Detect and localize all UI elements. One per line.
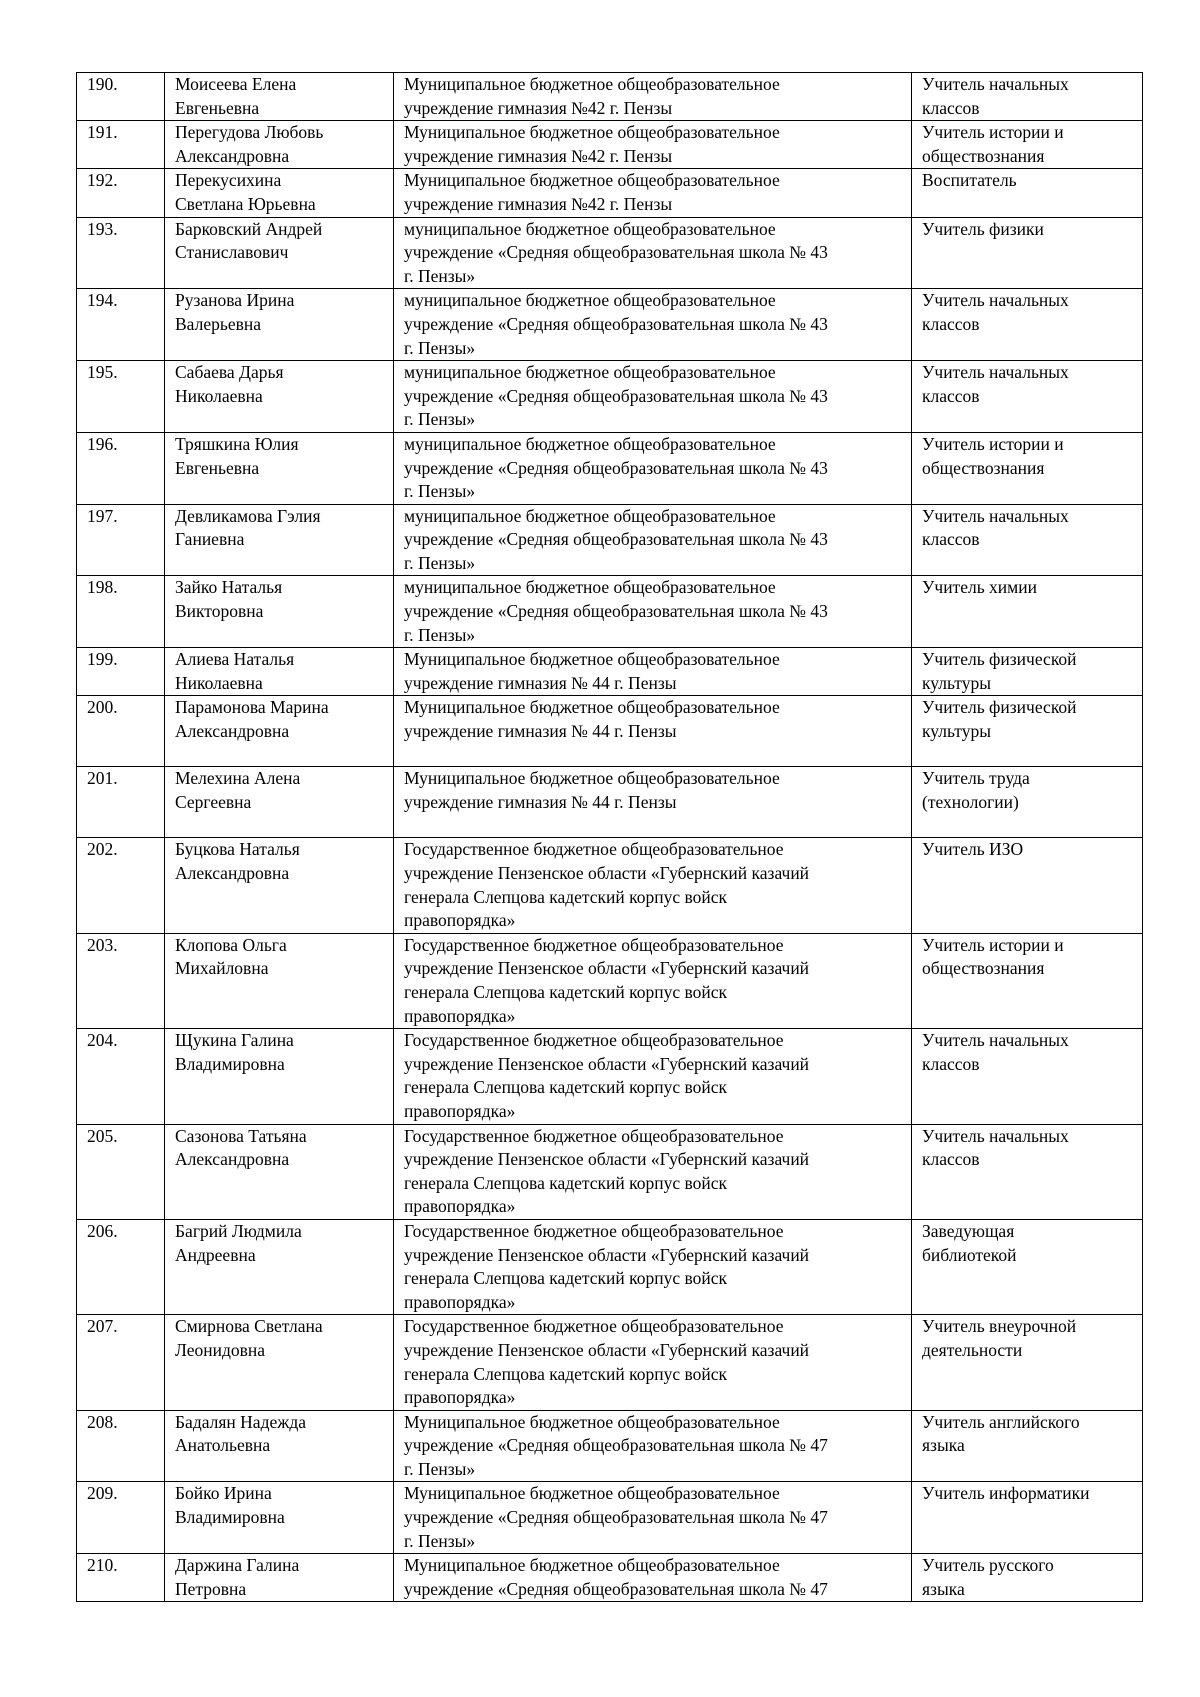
position: Учитель информатики <box>912 1482 1143 1554</box>
row-number: 210. <box>77 1554 165 1602</box>
organization: Муниципальное бюджетное общеобразовательное учреждение «Средняя общеобразовательная школа № 47 г. Пензы» <box>394 1410 912 1482</box>
position: Учитель физики <box>912 217 1143 289</box>
table-row <box>77 696 1143 767</box>
full-name: Зайко Наталья Викторовна <box>165 576 394 648</box>
row-number: 195. <box>77 361 165 433</box>
row-number: 208. <box>77 1410 165 1482</box>
table-row <box>77 1219 1143 1314</box>
table-row <box>77 1554 1143 1602</box>
position: Учитель начальных классов <box>912 1124 1143 1219</box>
table-row <box>77 1410 1143 1482</box>
full-name: Перекусихина Светлана Юрьевна <box>165 169 394 217</box>
position: Учитель истории и обществознания <box>912 933 1143 1028</box>
organization: Муниципальное бюджетное общеобразовательное учреждение «Средняя общеобразовательная школа № 47 г. Пензы» <box>394 1482 912 1554</box>
table-row <box>77 1029 1143 1124</box>
organization: муниципальное бюджетное общеобразовательное учреждение «Средняя общеобразовательная школа № 43 г. Пензы» <box>394 432 912 504</box>
full-name: Парамонова Марина Александровна <box>165 696 394 767</box>
organization: Государственное бюджетное общеобразовательное учреждение Пензенское области «Губернский казачий генерала Слепцова кадетский корпус войск правопорядка» <box>394 933 912 1028</box>
position: Учитель начальных классов <box>912 289 1143 361</box>
position: Учитель ИЗО <box>912 838 1143 933</box>
full-name: Моисеева Елена Евгеньевна <box>165 73 394 121</box>
table-row <box>77 576 1143 648</box>
table-row <box>77 432 1143 504</box>
full-name: Щукина Галина Владимировна <box>165 1029 394 1124</box>
row-number: 198. <box>77 576 165 648</box>
position: Учитель физической культуры <box>912 696 1143 767</box>
row-number: 199. <box>77 648 165 696</box>
row-number: 204. <box>77 1029 165 1124</box>
full-name: Сабаева Дарья Николаевна <box>165 361 394 433</box>
position: Учитель химии <box>912 576 1143 648</box>
full-name: Клопова Ольга Михайловна <box>165 933 394 1028</box>
organization: Государственное бюджетное общеобразовательное учреждение Пензенское области «Губернский казачий генерала Слепцова кадетский корпус войск правопорядка» <box>394 1029 912 1124</box>
table-row <box>77 289 1143 361</box>
row-number: 196. <box>77 432 165 504</box>
full-name: Багрий Людмила Андреевна <box>165 1219 394 1314</box>
organization: Государственное бюджетное общеобразовательное учреждение Пензенское области «Губернский казачий генерала Слепцова кадетский корпус войск правопорядка» <box>394 1315 912 1410</box>
position: Учитель начальных классов <box>912 361 1143 433</box>
row-number: 200. <box>77 696 165 767</box>
row-number: 197. <box>77 504 165 576</box>
organization: Муниципальное бюджетное общеобразовательное учреждение «Средняя общеобразовательная школа № 47 <box>394 1554 912 1602</box>
full-name: Барковский Андрей Станиславович <box>165 217 394 289</box>
organization: муниципальное бюджетное общеобразовательное учреждение «Средняя общеобразовательная школа № 43 г. Пензы» <box>394 289 912 361</box>
table-row <box>77 767 1143 838</box>
organization: Государственное бюджетное общеобразовательное учреждение Пензенское области «Губернский казачий генерала Слепцова кадетский корпус войск правопорядка» <box>394 1124 912 1219</box>
row-number: 194. <box>77 289 165 361</box>
table-row <box>77 504 1143 576</box>
full-name: Буцкова Наталья Александровна <box>165 838 394 933</box>
organization: Муниципальное бюджетное общеобразовательное учреждение гимназия №42 г. Пензы <box>394 73 912 121</box>
table-row <box>77 838 1143 933</box>
full-name: Рузанова Ирина Валерьевна <box>165 289 394 361</box>
row-number: 192. <box>77 169 165 217</box>
position: Учитель начальных классов <box>912 73 1143 121</box>
position: Учитель истории и обществознания <box>912 432 1143 504</box>
row-number: 203. <box>77 933 165 1028</box>
organization: Муниципальное бюджетное общеобразовательное учреждение гимназия № 44 г. Пензы <box>394 648 912 696</box>
organization: муниципальное бюджетное общеобразовательное учреждение «Средняя общеобразовательная школа № 43 г. Пензы» <box>394 504 912 576</box>
organization: муниципальное бюджетное общеобразовательное учреждение «Средняя общеобразовательная школа № 43 г. Пензы» <box>394 576 912 648</box>
full-name: Перегудова Любовь Александровна <box>165 121 394 169</box>
full-name: Тряшкина Юлия Евгеньевна <box>165 432 394 504</box>
row-number: 193. <box>77 217 165 289</box>
full-name: Мелехина Алена Сергеевна <box>165 767 394 838</box>
organization: Муниципальное бюджетное общеобразовательное учреждение гимназия №42 г. Пензы <box>394 169 912 217</box>
table-row <box>77 1482 1143 1554</box>
row-number: 202. <box>77 838 165 933</box>
position: Заведующая библиотекой <box>912 1219 1143 1314</box>
organization: Муниципальное бюджетное общеобразовательное учреждение гимназия № 44 г. Пензы <box>394 696 912 767</box>
table-row <box>77 169 1143 217</box>
table-row <box>77 1124 1143 1219</box>
full-name: Даржина Галина Петровна <box>165 1554 394 1602</box>
row-number: 191. <box>77 121 165 169</box>
position: Учитель физической культуры <box>912 648 1143 696</box>
row-number: 205. <box>77 1124 165 1219</box>
table-row <box>77 361 1143 433</box>
row-number: 207. <box>77 1315 165 1410</box>
position: Учитель труда (технологии) <box>912 767 1143 838</box>
table-row <box>77 217 1143 289</box>
organization: Государственное бюджетное общеобразовательное учреждение Пензенское области «Губернский казачий генерала Слепцова кадетский корпус войск правопорядка» <box>394 1219 912 1314</box>
position: Воспитатель <box>912 169 1143 217</box>
row-number: 190. <box>77 73 165 121</box>
table-row <box>77 121 1143 169</box>
organization: муниципальное бюджетное общеобразовательное учреждение «Средняя общеобразовательная школа № 43 г. Пензы» <box>394 361 912 433</box>
organization: Муниципальное бюджетное общеобразовательное учреждение гимназия №42 г. Пензы <box>394 121 912 169</box>
full-name: Бойко Ирина Владимировна <box>165 1482 394 1554</box>
table-row <box>77 73 1143 121</box>
full-name: Сазонова Татьяна Александровна <box>165 1124 394 1219</box>
full-name: Смирнова Светлана Леонидовна <box>165 1315 394 1410</box>
position: Учитель русского языка <box>912 1554 1143 1602</box>
full-name: Девликамова Гэлия Ганиевна <box>165 504 394 576</box>
row-number: 206. <box>77 1219 165 1314</box>
position: Учитель начальных классов <box>912 1029 1143 1124</box>
position: Учитель истории и обществознания <box>912 121 1143 169</box>
full-name: Алиева Наталья Николаевна <box>165 648 394 696</box>
position: Учитель английского языка <box>912 1410 1143 1482</box>
position: Учитель внеурочной деятельности <box>912 1315 1143 1410</box>
organization: Государственное бюджетное общеобразовательное учреждение Пензенское области «Губернский казачий генерала Слепцова кадетский корпус войск правопорядка» <box>394 838 912 933</box>
row-number: 209. <box>77 1482 165 1554</box>
document-page <box>76 72 1142 1602</box>
table-body <box>77 73 1143 1602</box>
organization: муниципальное бюджетное общеобразовательное учреждение «Средняя общеобразовательная школа № 43 г. Пензы» <box>394 217 912 289</box>
full-name: Бадалян Надежда Анатольевна <box>165 1410 394 1482</box>
organization: Муниципальное бюджетное общеобразовательное учреждение гимназия № 44 г. Пензы <box>394 767 912 838</box>
participants-table <box>76 72 1143 1602</box>
position: Учитель начальных классов <box>912 504 1143 576</box>
table-row <box>77 1315 1143 1410</box>
table-row <box>77 648 1143 696</box>
table-row <box>77 933 1143 1028</box>
row-number: 201. <box>77 767 165 838</box>
